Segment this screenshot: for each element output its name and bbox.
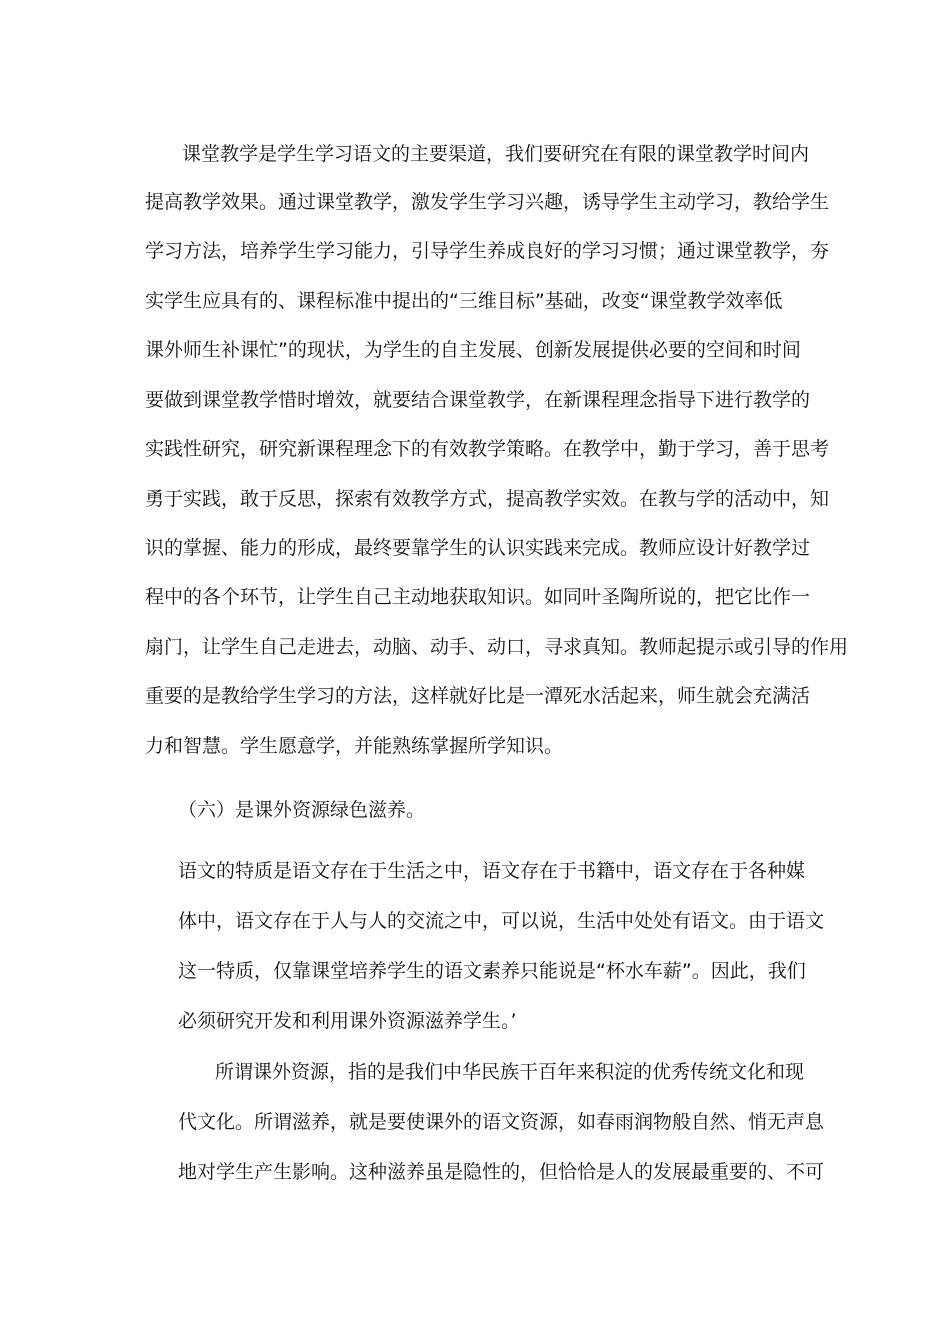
text-line: 课外师生补课忙”的现状，为学生的自主发展、创新发展提供必要的空间和时间 — [145, 339, 801, 361]
text-line: 程中的各个环节，让学生自己主动地获取知识。如同叶圣陶所说的，把它比作一 — [145, 586, 811, 608]
text-line: 代文化。所谓滋养，就是要使课外的语文资源，如春雨润物般自然、悄无声息 — [178, 1111, 825, 1133]
text-line: 提高教学效果。通过课堂教学，激发学生学习兴趣，诱导学生主动学习，教给学生 — [145, 191, 830, 213]
text-line: 力和智慧。学生愿意学，并能熟练掌握所学知识。 — [145, 735, 564, 757]
text-line: 学习方法，培养学生学习能力，引导学生养成良好的学习习惯；通过课堂教学，夯 — [145, 240, 830, 262]
text-line: 这一特质，仅靠课堂培养学生的语文素养只能说是“杯水车薪”。因此，我们 — [178, 960, 806, 982]
text-line: 必须研究开发和利用课外资源滋养学生。’ — [178, 1010, 517, 1032]
text-line: 重要的是教给学生学习的方法，这样就好比是一潭死水活起来，师生就会充满活 — [145, 685, 811, 707]
text-line: 语文的特质是语文存在于生活之中，语文存在于书籍中，语文存在于各种媒 — [178, 860, 806, 882]
text-line: 实践性研究，研究新课程理念下的有效教学策略。在教学中，勤于学习，善于思考 — [145, 438, 830, 460]
text-line: 识的掌握、能力的形成，最终要靠学生的认识实践来完成。教师应设计好教学过 — [145, 537, 811, 559]
text-line: 要做到课堂教学惜时增效，就要结合课堂教学，在新课程理念指导下进行教学的 — [145, 389, 811, 411]
text-line: 勇于实践，敢于反思，探索有效教学方式，提高教学实效。在教与学的活动中，知 — [145, 488, 830, 510]
section-heading: （六）是课外资源绿色滋养。 — [178, 799, 426, 821]
text-line: 所谓课外资源，指的是我们中华民族干百年来积淀的优秀传统文化和现 — [215, 1061, 805, 1083]
text-line: 课堂教学是学生学习语文的主要渠道，我们要研究在有限的课堂教学时间内 — [182, 143, 810, 165]
text-line: 地对学生产生影响。这种滋养虽是隐性的，但恰恰是人的发展最重要的、不可 — [178, 1161, 825, 1183]
text-line: 扇门，让学生自己走进去，动脑、动手、动口，寻求真知。教师起提示或引导的作用 — [145, 636, 849, 658]
text-line: 实学生应具有的、课程标准中提出的“三维目标”基础，改变“课堂教学效率低 — [145, 290, 783, 312]
text-line: 体中，语文存在于人与人的交流之中，可以说，生活中处处有语文。由于语文 — [178, 910, 825, 932]
